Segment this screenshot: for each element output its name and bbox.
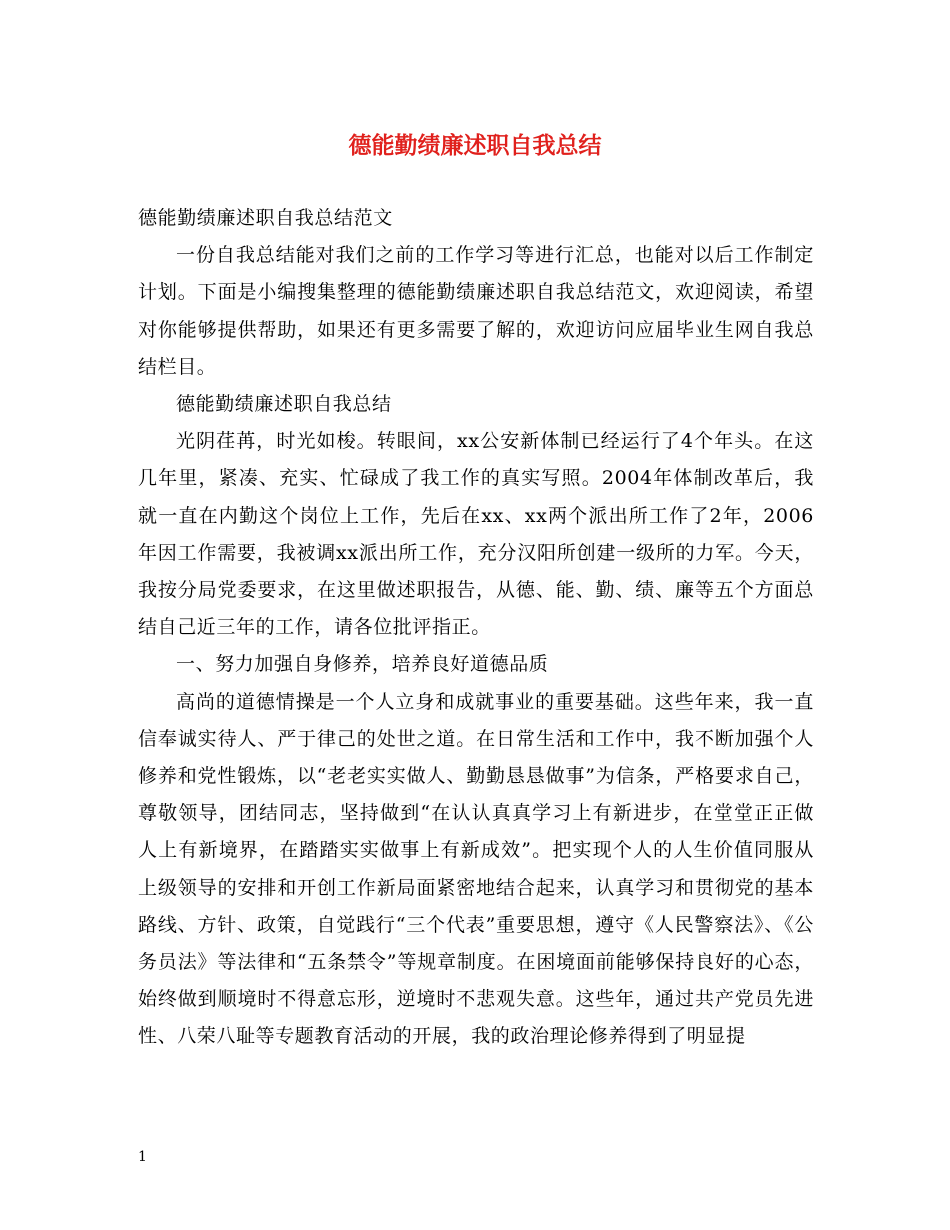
section-heading: 德能勤绩廉述职自我总结 [176,393,392,416]
document-title: 德能勤绩廉述职自我总结 [348,133,602,159]
intro-paragraph: 一份自我总结能对我们之前的工作学习等进行汇总，也能对以后工作制定计划。下面是小编搜集整理的德能勤绩廉述职自我总结范文，欢迎阅读，希望对你能够提供帮助，如果还有更多需要了解的，欢迎访问应届毕业生网自我总结栏目。 [138,244,814,378]
subtitle-line: 德能勤绩廉述职自我总结范文 [138,207,393,229]
document-body [138,200,814,1056]
section-heading-1: 一、努力加强自身修养，培养良好道德品质 [176,653,549,676]
body-paragraph: 光阴荏苒，时光如梭。转眼间，xx公安新体制已经运行了4个年头。在这几年里，紧凑、充实、忙碌成了我工作的真实写照。2004年体制改革后，我就一直在内勤这个岗位上工作，先后在xx、xx两个派出所工作了2年，2006年因工作需要，我被调xx派出所工作，充分汉阳所创建一级所的力军。今天，我按分局党委要求，在这里做述职报告，从德、能、勤、绩、廉等五个方面总结自己近三年的工作，请各位批评指正。 [138,430,814,639]
page-number: 1 [138,1149,147,1165]
body-paragraph: 高尚的道德情操是一个人立身和成就事业的重要基础。这些年来，我一直信奉诚实待人、严于律己的处世之道。在日常生活和工作中，我不断加强个人修养和党性锻炼，以“老老实实做人、勤勤恳恳做事”为信条，严格要求自己，尊敬领导，团结同志，坚持做到“在认认真真学习上有新进步，在堂堂正正做人上有新境界，在踏踏实实做事上有新成效”。把实现个人的人生价值同服从上级领导的安排和开创工作新局面紧密地结合起来，认真学习和贯彻党的基本路线、方针、政策，自觉践行“三个代表”重要思想，遵守《人民警察法》、《公务员法》等法律和“五条禁令”等规章制度。在困境面前能够保持良好的心态，始终做到顺境时不得意忘形，逆境时不悲观失意。这些年，通过共产党员先进性、八荣八耻等专题教育活动的开展，我的政治理论修养得到了明显提 [138,690,814,1048]
